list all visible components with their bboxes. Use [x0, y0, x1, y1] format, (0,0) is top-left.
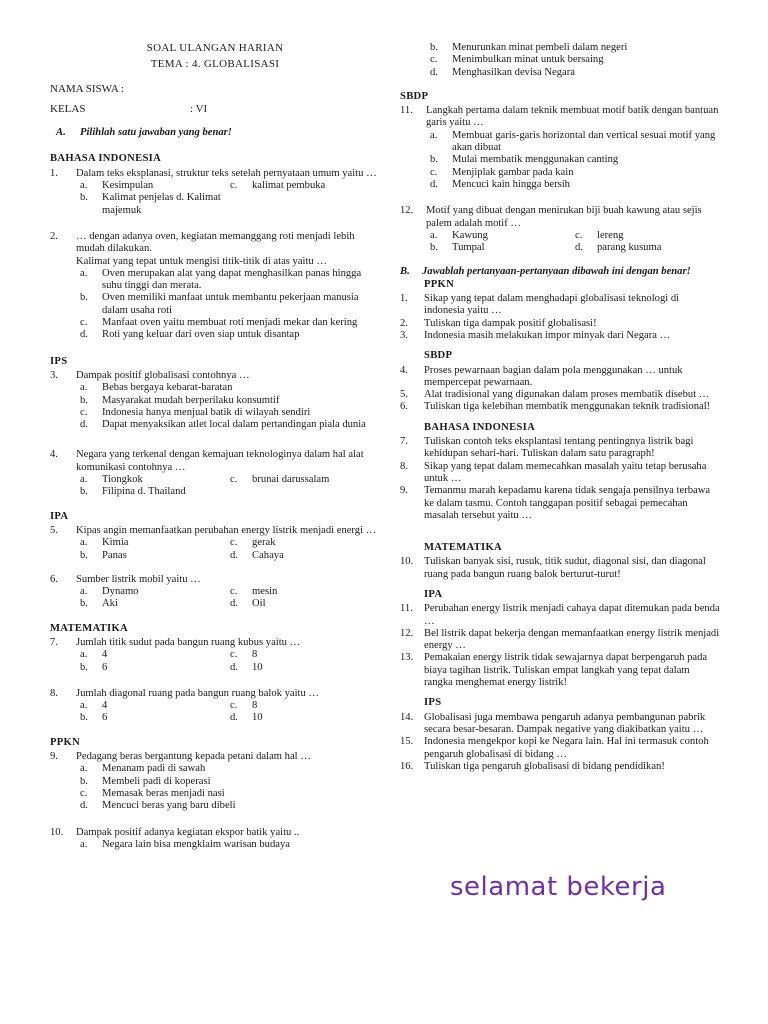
option-letter: c. — [430, 54, 438, 66]
option-text: Memasak beras menjadi nasi — [102, 787, 225, 799]
answer-options-continued — [400, 42, 720, 79]
answer-option — [80, 419, 380, 431]
option-letter: a. — [80, 838, 88, 850]
option-text: 4 — [102, 649, 108, 661]
option-text: Dapat menyaksikan atlet local dalam pertandingan piala dunia — [102, 419, 366, 431]
essay-text: Indonesia mengekpor kopi ke Negara lain. Hal ini termasuk contoh pengaruh globalisasi di bidang … — [424, 736, 709, 760]
answer-option — [80, 329, 380, 341]
option-text: 6 — [102, 661, 108, 673]
option-text: Menimbulkan minat untuk bersaing — [452, 54, 604, 66]
essay-question — [400, 556, 720, 581]
essay-question — [400, 712, 720, 737]
option-letter: c. — [80, 787, 88, 799]
option-text: Oil — [252, 598, 266, 610]
answer-option — [80, 776, 380, 788]
option-text: Aki — [102, 598, 118, 610]
essay-number: 12. — [400, 627, 414, 639]
option-letter — [230, 192, 252, 217]
option-text: Roti yang keluar dari oven siap untuk disantap — [102, 329, 300, 341]
question-number: 12. — [400, 205, 414, 217]
essay-number: 5. — [400, 389, 408, 401]
answer-option — [80, 839, 380, 851]
class-value: : VI — [190, 102, 208, 115]
question — [50, 525, 380, 537]
subject-heading: IPS — [50, 355, 68, 367]
essay-text: Indonesia masih melakukan impor minyak dari Negara … — [424, 329, 671, 341]
question-text — [426, 205, 720, 230]
answer-option — [80, 662, 230, 674]
answer-option — [230, 649, 380, 661]
option-letter: b. — [80, 549, 88, 561]
answer-option — [80, 268, 380, 293]
option-letter: d. — [430, 66, 438, 78]
question-text — [76, 449, 380, 474]
question-number: 1. — [50, 167, 58, 179]
essay-text: Globalisasi juga membawa pengaruh adanya pembangunan pabrik secara besar-besaran. Dampak negative yang diakibatkan yaitu … — [424, 711, 706, 735]
answer-option — [80, 486, 230, 498]
question — [50, 231, 380, 268]
essay-number: 10. — [400, 556, 414, 568]
answer-option — [430, 130, 720, 155]
option-letter: a. — [80, 537, 88, 549]
question-text — [76, 370, 380, 382]
worksheet-theme: TEMA : 4. GLOBALISASI — [150, 58, 280, 71]
answer-option — [430, 42, 720, 54]
option-text: Indonesia hanya menjual batik di wilayah sendiri — [102, 406, 311, 418]
question-number: 5. — [50, 524, 58, 536]
section-a-left — [50, 139, 380, 851]
answer-option — [230, 474, 380, 486]
essay-question — [400, 293, 720, 318]
answer-option — [575, 242, 720, 254]
question — [50, 637, 380, 649]
subject-heading: SBDP — [424, 350, 453, 362]
question — [50, 370, 380, 382]
option-letter: a. — [80, 474, 88, 486]
answer-options — [50, 382, 380, 431]
question-text — [76, 637, 380, 649]
option-letter: d. — [80, 329, 88, 341]
question-stem: Jumlah titik sudut pada bangun ruang kubus yaitu … — [76, 636, 301, 648]
answer-option — [80, 586, 230, 598]
essay-question — [400, 603, 720, 628]
answer-option — [80, 292, 380, 317]
option-letter: c. — [80, 317, 88, 329]
question-text — [76, 688, 380, 700]
option-text: Mencuci beras yang baru dibeli — [102, 800, 236, 812]
answer-option — [80, 395, 380, 407]
answer-option — [230, 700, 380, 712]
subject-heading: MATEMATIKA — [50, 622, 128, 634]
essay-number: 11. — [400, 603, 413, 615]
question — [50, 688, 380, 700]
question-stem: Motif yang dibuat dengan menirukan biji buah kawung atau sejis palem adalah motif … — [426, 205, 702, 229]
section-b-instruction: Jawablah pertanyaan-pertanyaan dibawah ini dengan benar! — [422, 266, 691, 278]
section-a-instruction: Pilihlah satu jawaban yang benar! — [80, 127, 232, 139]
question-number: 7. — [50, 636, 58, 648]
question — [50, 168, 380, 180]
option-letter: a. — [80, 267, 88, 279]
option-text: Menanam padi di sawah — [102, 763, 206, 775]
answer-option — [230, 586, 380, 598]
essay-question — [400, 736, 720, 761]
question-number: 8. — [50, 687, 58, 699]
question-stem: Dampak positif globalisasi contohnya … — [76, 369, 250, 381]
option-letter: c. — [230, 180, 238, 192]
essay-number: 14. — [400, 711, 414, 723]
option-text: lereng — [597, 229, 624, 241]
option-text: Dynamo — [102, 586, 139, 598]
essay-question — [400, 761, 720, 773]
option-letter: d. — [230, 712, 238, 724]
option-text: Cahaya — [252, 549, 284, 561]
question-stem: Pedagang beras bergantung kepada petani dalam hal … — [76, 751, 311, 763]
subject-heading: PPKN — [50, 736, 81, 748]
answer-option — [230, 192, 380, 217]
option-text: parang kusuma — [597, 242, 662, 254]
essay-question — [400, 401, 720, 413]
option-text: Kalimat penjelas d. Kalimat majemuk — [102, 192, 221, 216]
answer-option — [80, 537, 230, 549]
subject-heading: IPA — [424, 588, 443, 600]
option-text: Mulai membatik menggunakan canting — [452, 154, 619, 166]
option-letter: b. — [80, 712, 88, 724]
essay-question — [400, 365, 720, 390]
question-number: 4. — [50, 449, 58, 461]
answer-option — [230, 662, 380, 674]
essay-text: Tuliskan contoh teks eksplantasi tentang pentingnya listrik bagi kehidupan sehari-hari. Tuliskan dalam satu paragraph! — [424, 436, 694, 460]
option-text: Menurunkan minat pembeli dalam negeri — [452, 42, 628, 53]
essay-number: 6. — [400, 401, 408, 413]
option-letter: c. — [230, 700, 238, 712]
essay-text: Sikap yang tepat dalam menghadapi globalisasi teknologi di indonesia yaitu … — [424, 293, 680, 317]
essay-question — [400, 318, 720, 330]
essay-question — [400, 628, 720, 653]
option-text: Kimia — [102, 537, 129, 549]
option-text: 10 — [252, 661, 263, 673]
option-text: Negara lain bisa mengklaim warisan budaya — [102, 838, 290, 850]
option-letter: c. — [230, 537, 238, 549]
answer-option — [430, 179, 720, 191]
option-text: Kesimpulan — [102, 180, 154, 192]
option-text: Menghasilkan devisa Negara — [452, 66, 575, 78]
subject-heading: BAHASA INDONESIA — [50, 153, 162, 165]
option-letter: a. — [430, 229, 438, 241]
option-letter: a. — [80, 649, 88, 661]
option-text: 4 — [102, 700, 108, 712]
worksheet-title: SOAL ULANGAN HARIAN — [146, 42, 284, 54]
answer-options — [50, 268, 380, 342]
option-letter: d. — [80, 800, 88, 812]
answer-options — [50, 839, 380, 851]
section-b-list — [400, 279, 720, 773]
answer-options — [50, 763, 380, 812]
answer-options — [50, 649, 380, 674]
essay-text: Tuliskan tiga dampak positif globalisasi! — [424, 317, 597, 329]
answer-options — [50, 700, 380, 725]
option-letter: a. — [80, 700, 88, 712]
option-text: kalimat pembuka — [252, 180, 326, 192]
option-letter: c. — [575, 229, 583, 241]
subject-heading: MATEMATIKA — [424, 542, 502, 554]
left-column — [50, 42, 380, 851]
option-letter: d. — [230, 661, 238, 673]
question-number: 3. — [50, 369, 58, 381]
essay-text: Perubahan energy listrik menjadi cahaya dapat ditemukan pada benda … — [424, 603, 720, 627]
answer-option — [80, 192, 230, 217]
question-number: 9. — [50, 751, 58, 763]
option-letter: b. — [80, 192, 88, 204]
subject-heading: IPS — [424, 697, 442, 709]
question-stem: Dalam teks eksplanasi, struktur teks setelah pernyataan umum yaitu … — [76, 167, 377, 179]
student-name-field — [50, 83, 380, 95]
answer-options — [50, 586, 380, 611]
answer-option — [80, 550, 230, 562]
question-text — [76, 574, 380, 586]
option-text: gerak — [252, 537, 276, 549]
question-text — [76, 168, 380, 180]
option-text — [252, 486, 380, 498]
option-letter: c. — [230, 586, 238, 598]
question-stem: Langkah pertama dalam teknik membuat motif batik dengan bantuan garis yaitu … — [426, 105, 719, 129]
subject-heading: SBDP — [400, 90, 429, 102]
option-letter: b. — [430, 154, 438, 166]
answer-option — [230, 486, 380, 498]
essay-number: 1. — [400, 293, 408, 305]
answer-option — [430, 54, 720, 66]
option-letter: c. — [80, 406, 88, 418]
answer-option — [80, 382, 380, 394]
class-field — [50, 103, 380, 115]
answer-options — [50, 474, 380, 499]
option-text: Membeli padi di koperasi — [102, 775, 211, 787]
answer-option — [80, 407, 380, 419]
subject-heading: BAHASA INDONESIA — [424, 421, 536, 433]
question-number: 2. — [50, 230, 58, 242]
essay-question — [400, 485, 720, 522]
question-stem: Kipas angin memanfaatkan perubahan energy listrik menjadi energi … — [76, 524, 377, 536]
question-stem: Negara yang terkenal dengan kemajuan teknologinya dalam hal alat komunikasi contohnya … — [76, 449, 364, 473]
answer-options — [50, 180, 380, 217]
option-letter: d. — [430, 178, 438, 190]
section-b-letter: B. — [400, 266, 410, 278]
answer-option — [230, 712, 380, 724]
answer-option — [80, 700, 230, 712]
question — [400, 105, 720, 130]
option-letter: c. — [230, 474, 238, 486]
option-letter: a. — [430, 129, 438, 141]
question — [50, 449, 380, 474]
option-text: Oven memiliki manfaat untuk membantu pekerjaan manusia dalam usaha roti — [102, 292, 359, 316]
question-stem: … dengan adanya oven, kegiatan memanggang roti menjadi lebih mudah dilakukan. — [76, 230, 355, 255]
subject-heading: PPKN — [424, 278, 455, 290]
option-letter: a. — [80, 586, 88, 598]
essay-number: 2. — [400, 317, 408, 329]
essay-question — [400, 436, 720, 461]
essay-text: Bel listrik dapat bekerja dengan memanfaatkan energy listrik menjadi energy … — [424, 627, 720, 652]
option-letter: b. — [80, 394, 88, 406]
option-text — [252, 192, 380, 217]
answer-option — [230, 537, 380, 549]
answer-options — [50, 537, 380, 562]
option-letter: b. — [80, 292, 88, 304]
essay-number: 13. — [400, 652, 414, 664]
question — [50, 827, 380, 839]
essay-question — [400, 330, 720, 342]
question-text — [426, 105, 720, 130]
answer-option — [230, 180, 380, 192]
subject-heading: IPA — [50, 510, 69, 522]
essay-number: 16. — [400, 760, 414, 772]
answer-options — [400, 230, 720, 255]
option-letter: c. — [430, 166, 438, 178]
option-letter: b. — [80, 775, 88, 787]
option-text: Manfaat oven yaitu membuat roti menjadi mekar dan kering — [102, 317, 358, 329]
essay-text: Tuliskan tiga pengaruh globalisasi di bidang pendidikan! — [424, 760, 665, 772]
option-text: brunai darussalam — [252, 474, 330, 486]
option-text: Menjiplak gambar pada kain — [452, 166, 574, 178]
option-text: Bebas bergaya kebarat-baratan — [102, 382, 233, 394]
option-text: 6 — [102, 712, 108, 724]
option-letter: d. — [230, 598, 238, 610]
essay-number: 15. — [400, 736, 414, 748]
option-letter: d. — [575, 242, 583, 254]
section-a-letter: A. — [56, 127, 66, 139]
section-b-heading — [400, 266, 720, 278]
option-letter: d. — [80, 419, 88, 431]
answer-option — [230, 598, 380, 610]
answer-option — [230, 550, 380, 562]
option-text: 8 — [252, 649, 258, 661]
option-letter: b. — [80, 486, 88, 498]
option-letter: b. — [80, 598, 88, 610]
option-text: Membuat garis-garis horizontal dan vertical sesuai motif yang akan dibuat — [452, 129, 716, 154]
answer-option — [80, 788, 380, 800]
question-number: 11. — [400, 105, 413, 117]
answer-option — [430, 230, 575, 242]
essay-text: Pemakaian energy listrik tidak sewajarnya dapat berpengaruh pada biaya tagihan listrik. Tuliskan empat langkah yang tepat dalam rangka menghemat energy listrik! — [424, 652, 708, 689]
option-text: Filipina d. Thailand — [102, 486, 186, 498]
option-letter: a. — [80, 382, 88, 394]
question — [400, 205, 720, 230]
option-text: 10 — [252, 712, 263, 724]
closing-message: selamat bekerja — [450, 872, 667, 902]
option-text: mesin — [252, 586, 278, 598]
answer-option — [80, 800, 380, 812]
essay-text: Alat tradisional yang digunakan dalam proses membatik disebut … — [424, 389, 710, 401]
essay-number: 9. — [400, 485, 408, 497]
answer-option — [430, 242, 575, 254]
option-text: Masyarakat mudah berperilaku konsumtif — [102, 394, 280, 406]
answer-option — [80, 474, 230, 486]
essay-number: 8. — [400, 460, 408, 472]
section-a-heading — [50, 127, 380, 139]
answer-option — [430, 67, 720, 79]
option-text: Oven merupakan alat yang dapat menghasilkan panas hingga suhu tinggi dan merata. — [102, 267, 362, 292]
essay-question — [400, 652, 720, 689]
class-label: KELAS — [50, 102, 86, 115]
question-number: 6. — [50, 573, 58, 585]
student-name-label: NAMA SISWA : — [50, 82, 124, 95]
question-text — [76, 751, 380, 763]
answer-option — [80, 180, 230, 192]
answer-option — [80, 317, 380, 329]
question-text — [76, 231, 380, 268]
option-text: Panas — [102, 549, 127, 561]
answer-option — [80, 763, 380, 775]
essay-text: Sikap yang tepat dalam memecahkan masalah yaitu tetap berusaha untuk … — [424, 460, 707, 484]
answer-option — [80, 598, 230, 610]
option-text: Mencuci kain hingga bersih — [452, 178, 570, 190]
question-stem: Sumber listrik mobil yaitu … — [76, 573, 201, 585]
answer-option — [80, 649, 230, 661]
essay-text: Tuliskan banyak sisi, rusuk, titik sudut, diagonal sisi, dan diagonal ruang pada bangun ruang balok berturut-turut! — [424, 556, 706, 580]
question-stem: Jumlah diagonal ruang pada bangun ruang balok yaitu … — [76, 687, 320, 699]
option-letter: a. — [80, 763, 88, 775]
answer-option — [80, 712, 230, 724]
option-letter: c. — [230, 649, 238, 661]
option-letter: a. — [80, 180, 88, 192]
section-a-right — [400, 42, 720, 254]
question — [50, 751, 380, 763]
essay-number: 4. — [400, 364, 408, 376]
option-letter: b. — [430, 42, 438, 53]
answer-options — [400, 130, 720, 191]
essay-number: 3. — [400, 329, 408, 341]
essay-text: Tuliskan tiga kelebihan membatik menggunakan teknik tradisional! — [424, 401, 711, 413]
option-letter: b. — [80, 661, 88, 673]
answer-option — [575, 230, 720, 242]
question-text — [76, 525, 380, 537]
option-text: Tiongkok — [102, 474, 143, 486]
right-column — [400, 42, 720, 773]
question-number: 10. — [50, 826, 64, 838]
option-text: Kawung — [452, 229, 488, 241]
option-letter — [230, 486, 252, 498]
essay-text: Proses pewarnaan bagian dalam pola menggunakan … untuk mempercepat pewarnaan. — [424, 364, 683, 388]
option-text: 8 — [252, 700, 258, 712]
essay-question — [400, 389, 720, 401]
question — [50, 574, 380, 586]
essay-question — [400, 461, 720, 486]
option-letter: d. — [230, 549, 238, 561]
answer-option — [430, 154, 720, 166]
answer-option — [430, 167, 720, 179]
question-stem-2: Kalimat yang tepat untuk mengisi titik-titik di atas yaitu … — [76, 255, 327, 267]
essay-text: Temanmu marah kepadamu karena tidak sengaja pensilnya terbawa ke dalam tasmu. Contoh tanggapan positif sebagai pemecahan masalah tersebut yaitu … — [424, 485, 711, 521]
option-letter: b. — [430, 242, 438, 254]
question-text: Dampak positif adanya kegiatan ekspor batik yaitu .. — [76, 826, 300, 838]
option-text: Tumpal — [452, 242, 485, 254]
essay-number: 7. — [400, 436, 408, 448]
